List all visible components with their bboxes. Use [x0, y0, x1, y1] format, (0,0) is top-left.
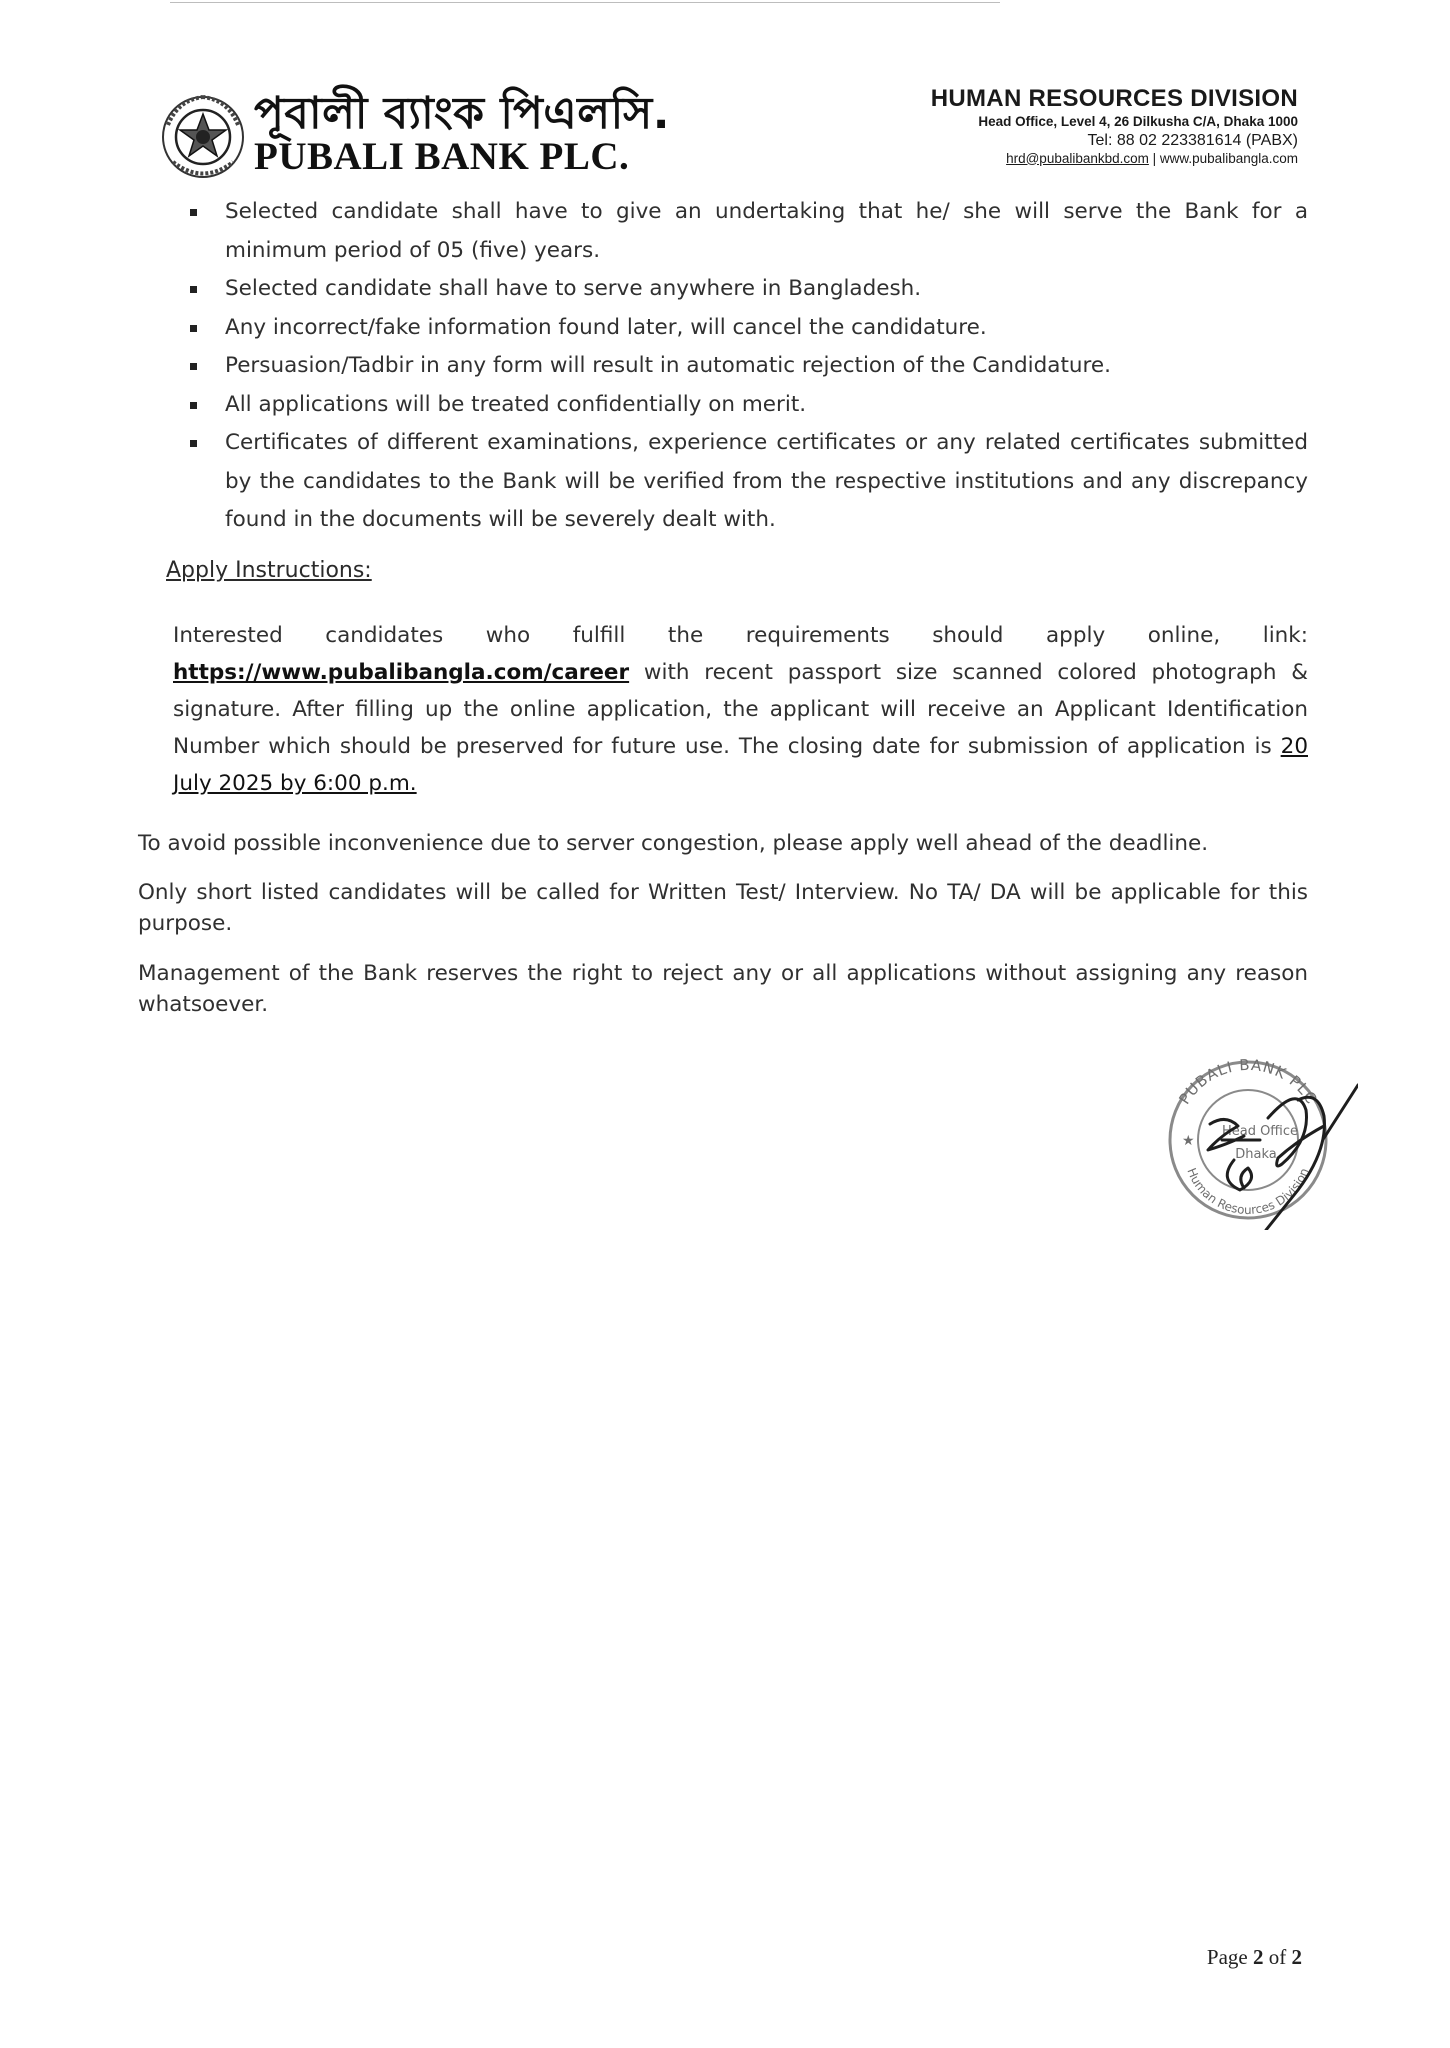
list-item-text: Certificates of different examinations, experience certificates or any related certificates submitted by the candidates to the Bank will be verified from the respective institutions and any discrepancy found in the documents will be severely dealt with.: [225, 430, 1308, 532]
contact-separator: |: [1148, 150, 1160, 166]
list-item: [190, 386, 1308, 425]
conditions-list: [190, 193, 1308, 540]
list-item: [190, 309, 1308, 348]
deadline-text: 20 July 2025 by 6:00 p.m.: [173, 734, 1308, 796]
email-link[interactable]: hrd@pubalibankbd.com: [1006, 150, 1149, 166]
seal-text-top: PUBALI BANK PLC: [1175, 1055, 1321, 1108]
hr-division-seal: [1148, 1040, 1358, 1230]
page-number: [1207, 1945, 1302, 1970]
server-congestion-note: To avoid possible inconvenience due to server congestion, please apply well ahead of the deadline.: [138, 831, 1209, 856]
list-item-text: Any incorrect/fake information found later, will cancel the candidature.: [225, 314, 987, 340]
management-rights-note: Management of the Bank reserves the right to reject any or all applications without assigning any reason whatsoever.: [138, 961, 1308, 1017]
bullet-square-icon: [190, 363, 197, 370]
list-item: [190, 424, 1308, 540]
apply-instructions-heading: Apply Instructions:: [166, 558, 372, 583]
seal-center-line-2: Dhaka: [1235, 1147, 1277, 1162]
tel-line: Tel: 88 02 223381614 (PABX): [1087, 131, 1298, 149]
bullet-square-icon: [190, 286, 197, 293]
list-item: [190, 193, 1308, 270]
division-title: HUMAN RESOURCES DIVISION: [930, 85, 1298, 112]
apply-instructions-text: [173, 617, 1308, 802]
seal-star-icon: ★: [1182, 1133, 1195, 1149]
list-item: [190, 347, 1308, 386]
address-line: Head Office, Level 4, 26 Dilkusha C/A, Dhaka 1000: [978, 113, 1298, 129]
bank-logo-icon: [158, 90, 248, 180]
list-item-text: Persuasion/Tadbir in any form will result in automatic rejection of the Candidature.: [225, 353, 1111, 378]
list-item: [190, 270, 1308, 309]
bank-name-english: PUBALI BANK PLC.: [254, 135, 630, 178]
page-of: of: [1263, 1945, 1292, 1969]
career-link[interactable]: https://www.pubalibangla.com/career: [173, 660, 630, 685]
seal-text-bottom: Human Resources Division: [1184, 1165, 1312, 1218]
bullet-square-icon: [190, 325, 197, 332]
apply-text-after-link: with recent passport size scanned colored photograph & signature. After filling up the online application, the applicant will receive an Applicant Identification Number which should be preserved for future use. The closing date for submission of application is: [173, 660, 1308, 759]
shortlist-note: Only short listed candidates will be called for Written Test/ Interview. No TA/ DA will be applicable for this purpose.: [138, 880, 1308, 936]
page-label: Page: [1206, 1945, 1253, 1969]
list-item-text: All applications will be treated confidentially on merit.: [225, 391, 807, 417]
contact-line: [931, 150, 1298, 168]
bullet-square-icon: [190, 440, 197, 447]
bullet-square-icon: [190, 402, 197, 409]
website-link[interactable]: www.pubalibangla.com: [1159, 150, 1298, 166]
page-current: 2: [1253, 1945, 1264, 1969]
top-scan-rule: [170, 2, 1000, 3]
division-contact-block: [931, 85, 1298, 168]
seal-center-line-1: Head Office: [1221, 1124, 1299, 1139]
bullet-square-icon: [190, 209, 197, 216]
bank-name-bangla: পূবালী ব্যাংক পিএলসি.: [254, 88, 670, 139]
svg-text:Human Resources Division: [1184, 1166, 1311, 1217]
page-total: 2: [1291, 1945, 1302, 1969]
list-item-text: Selected candidate shall have to give an undertaking that he/ she will serve the Bank for a minimum period of 05 (five) years.: [225, 199, 1308, 263]
list-item-text: Selected candidate shall have to serve anywhere in Bangladesh.: [225, 276, 922, 301]
apply-text-before-link: Interested candidates who fulfill the requirements should apply online, link:: [173, 623, 1308, 648]
